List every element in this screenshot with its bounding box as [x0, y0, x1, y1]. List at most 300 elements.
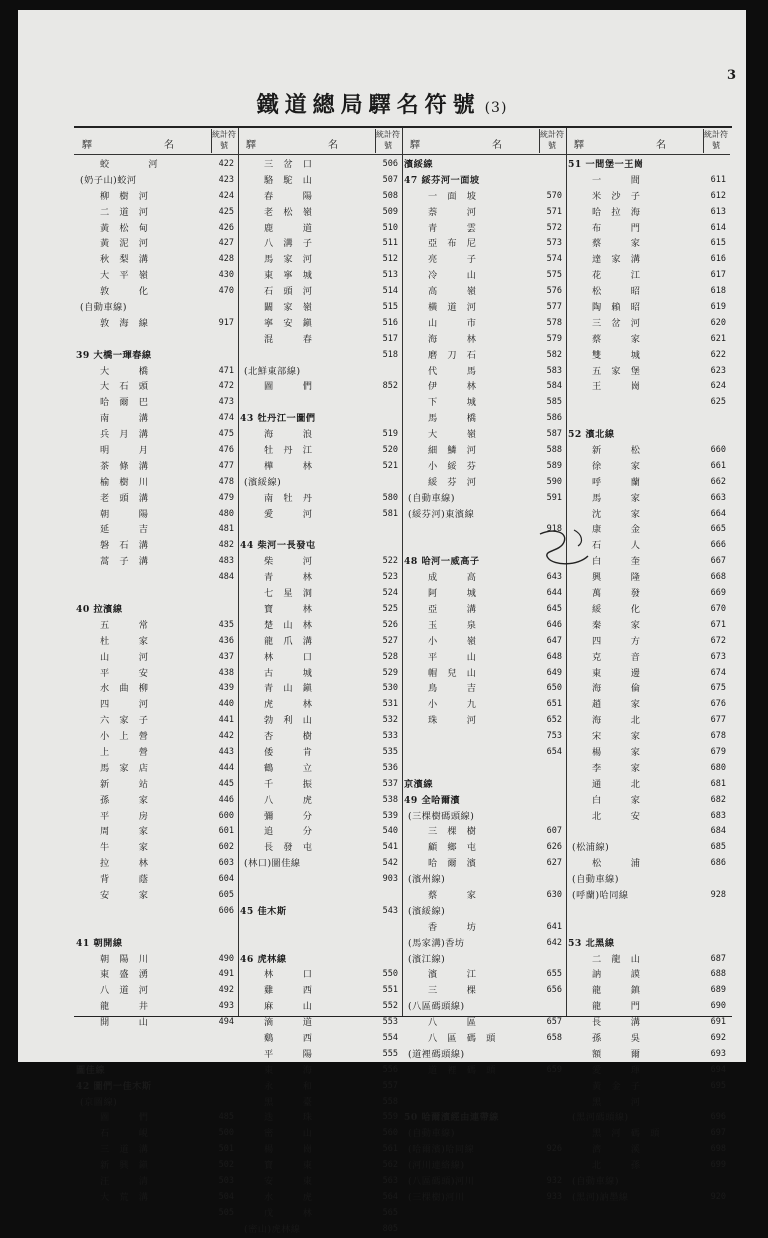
table-row — [402, 284, 566, 300]
table-row — [74, 522, 238, 538]
header-code: 統計符號 — [703, 129, 728, 153]
station-name: 八 區 — [428, 1017, 477, 1029]
table-row — [238, 761, 402, 777]
table-row — [238, 348, 402, 364]
station-name: 牡 丹 江 — [264, 445, 313, 457]
table-row — [402, 952, 566, 968]
station-code: 681 — [710, 778, 726, 789]
station-name: 混 春 — [264, 333, 313, 345]
station-name: 哈 爾 巴 — [100, 397, 149, 409]
station-code: 659 — [546, 1064, 562, 1075]
table-row — [238, 745, 402, 761]
station-code: 572 — [546, 222, 562, 233]
table-row — [566, 205, 730, 221]
station-name: (自動車線) — [572, 874, 619, 886]
station-name: (自動車線) — [80, 302, 127, 314]
table-row — [74, 173, 238, 189]
station-name: 杜 家 — [100, 635, 149, 647]
station-code: 516 — [382, 317, 398, 328]
station-code: 502 — [218, 1160, 234, 1171]
table-row — [566, 618, 730, 634]
station-code: 655 — [546, 969, 562, 980]
station-code: 617 — [710, 270, 726, 281]
column-rows — [402, 155, 566, 1206]
station-name: 秋 梨 溝 — [100, 254, 149, 266]
station-code: 440 — [218, 699, 234, 710]
station-code: 439 — [218, 683, 234, 694]
table-row — [566, 666, 730, 682]
table-row — [566, 570, 730, 586]
station-name: 圖 們 — [264, 381, 313, 393]
station-name: 新 松 — [592, 445, 641, 457]
station-code: 438 — [218, 667, 234, 678]
table-row — [402, 395, 566, 411]
station-code: 587 — [546, 429, 562, 440]
table-row — [238, 967, 402, 983]
station-name: 密 山 — [264, 1128, 313, 1140]
station-code: 503 — [218, 1176, 234, 1186]
station-name: 楚 山 林 — [264, 619, 313, 631]
station-name: 大 嶺 — [428, 429, 477, 441]
header-station: 驛 — [246, 140, 256, 151]
station-name: 成 高 — [428, 572, 477, 584]
station-name: 五 家 堡 — [592, 365, 641, 377]
table-row — [402, 427, 566, 443]
table-row — [566, 507, 730, 523]
section-heading: 48 哈河一威高子 — [404, 556, 480, 568]
table-row — [74, 1079, 238, 1095]
table-row — [566, 777, 730, 793]
station-name: 樺 林 — [264, 460, 313, 472]
station-code: 670 — [710, 603, 726, 614]
station-name: 香 坊 — [428, 921, 477, 933]
station-code: 680 — [710, 762, 726, 773]
table-row — [74, 332, 238, 348]
table-row — [402, 379, 566, 395]
table-row — [402, 364, 566, 380]
table-row — [238, 1174, 402, 1190]
table-row — [566, 332, 730, 348]
station-name: 黃 金 子 — [592, 1080, 641, 1092]
station-code: 671 — [710, 619, 726, 630]
station-name: 綏 化 — [592, 603, 641, 615]
table-row — [402, 602, 566, 618]
table-row — [566, 999, 730, 1015]
table-row — [566, 1110, 730, 1126]
station-name: 雞 西 — [264, 985, 313, 997]
station-name: 趙 家 — [592, 699, 641, 711]
station-code: 588 — [546, 445, 562, 456]
station-name: (濱江線) — [408, 953, 446, 965]
station-code: 475 — [218, 429, 234, 440]
station-name: 平 山 — [428, 651, 477, 663]
station-code: 564 — [382, 1191, 398, 1202]
header-station: 驛 — [574, 140, 584, 151]
table-row — [402, 332, 566, 348]
table-row — [238, 793, 402, 809]
table-row — [566, 983, 730, 999]
table-row — [566, 856, 730, 872]
table-row — [74, 920, 238, 936]
table-row — [74, 252, 238, 268]
table-row — [566, 1015, 730, 1031]
station-name: 訥 謨 — [592, 969, 641, 981]
station-name: 勃 利 山 — [264, 715, 313, 727]
station-code: 682 — [710, 794, 726, 805]
station-name: 黑 河 碼 頭 — [592, 1128, 660, 1140]
section-heading: 圖佳線 — [76, 1064, 106, 1076]
table-row — [238, 205, 402, 221]
station-code: 527 — [382, 635, 398, 646]
station-code: 494 — [218, 1017, 234, 1028]
station-code: 697 — [710, 1128, 726, 1139]
table-row — [402, 1110, 566, 1126]
section-heading: 44 柴河一長發屯 — [240, 540, 316, 552]
page-sheet — [18, 10, 746, 1235]
station-code: 642 — [546, 937, 562, 948]
table-row — [238, 650, 402, 666]
table-row — [402, 1063, 566, 1079]
station-name: 王 崗 — [592, 381, 641, 393]
station-name: 古 城 — [264, 667, 313, 679]
station-code: 649 — [546, 667, 562, 678]
station-code: 698 — [710, 1144, 726, 1155]
station-code: 685 — [710, 842, 726, 853]
table-row — [74, 1095, 238, 1111]
station-code: 600 — [218, 810, 234, 821]
station-code: 613 — [710, 206, 726, 217]
station-name: 達 家 溝 — [592, 254, 641, 266]
station-code: 554 — [382, 1032, 398, 1043]
table-row — [402, 840, 566, 856]
table-row — [402, 1079, 566, 1095]
table-row — [402, 1031, 566, 1047]
table-row — [238, 538, 402, 554]
table-row — [238, 1158, 402, 1174]
table-row — [238, 284, 402, 300]
table-row — [74, 268, 238, 284]
station-name: 橫 道 河 — [428, 302, 477, 314]
station-code: 513 — [382, 270, 398, 281]
station-code: 443 — [218, 746, 234, 757]
station-code: 687 — [710, 953, 726, 964]
station-code: 753 — [546, 731, 562, 742]
section-heading: 49 全哈爾濱 — [404, 794, 461, 806]
table-row — [402, 300, 566, 316]
table-row — [238, 809, 402, 825]
station-name: 呼 蘭 — [592, 476, 641, 488]
station-code: 678 — [710, 731, 726, 742]
station-name: 陶 賴 昭 — [592, 302, 641, 314]
station-code: 424 — [218, 190, 234, 201]
table-row — [566, 1047, 730, 1063]
table-row — [238, 411, 402, 427]
station-code: 662 — [710, 476, 726, 487]
station-code: 538 — [382, 794, 398, 805]
station-name: 虎 林 — [264, 699, 313, 711]
table-row — [238, 904, 402, 920]
station-name: 黃 松 甸 — [100, 222, 149, 234]
station-name: 上 營 — [100, 746, 149, 758]
table-row — [74, 1158, 238, 1174]
station-code: 675 — [710, 683, 726, 694]
station-name: 馬 家 河 — [264, 254, 313, 266]
table-row — [402, 681, 566, 697]
station-name: 道 裡 碼 頭 — [428, 1064, 496, 1076]
station-name: 蔡 家 — [428, 889, 477, 901]
station-code: 518 — [382, 349, 398, 360]
station-code: 667 — [710, 556, 726, 567]
station-code: 520 — [382, 445, 398, 456]
table-row — [402, 634, 566, 650]
table-row — [238, 1031, 402, 1047]
station-code: 557 — [382, 1080, 398, 1091]
station-name: 黑 河 — [592, 1096, 641, 1108]
station-name: 玉 泉 — [428, 619, 477, 631]
station-name: 新 站 — [100, 778, 149, 790]
station-name: 一 面 坡 — [428, 190, 477, 202]
station-name: 龍 門 — [592, 1001, 641, 1013]
table-row — [566, 761, 730, 777]
station-code: 621 — [710, 333, 726, 344]
station-code: 484 — [218, 572, 234, 583]
station-code: 652 — [546, 715, 562, 726]
table-row — [402, 729, 566, 745]
station-code: 630 — [546, 889, 562, 900]
table-row — [74, 952, 238, 968]
station-code: 575 — [546, 270, 562, 281]
table-row — [238, 268, 402, 284]
station-name: 老 松 嶺 — [264, 206, 313, 218]
station-code: 480 — [218, 508, 234, 519]
table-row — [238, 332, 402, 348]
table-row — [566, 252, 730, 268]
station-code: 686 — [710, 858, 726, 869]
station-code: 648 — [546, 651, 562, 662]
station-code: 558 — [382, 1096, 398, 1107]
station-code: 650 — [546, 683, 562, 694]
table-row — [402, 983, 566, 999]
table-row — [402, 1142, 566, 1158]
station-name: 蔡 家 — [592, 333, 641, 345]
station-code: 586 — [546, 413, 562, 424]
station-code: 576 — [546, 286, 562, 297]
station-name: 克 音 — [592, 651, 641, 663]
station-name: 水 虎 — [264, 1191, 313, 1203]
station-name: 大 橋 — [100, 365, 149, 377]
station-code: 611 — [710, 174, 726, 185]
station-code: 444 — [218, 762, 234, 773]
station-name: 李 家 — [592, 762, 641, 774]
table-row — [566, 729, 730, 745]
station-code-table — [74, 126, 732, 1235]
station-code: 616 — [710, 254, 726, 265]
station-code: 679 — [710, 746, 726, 757]
station-name: 額 爾 — [592, 1048, 641, 1060]
station-code: 624 — [710, 381, 726, 392]
station-name: 楊 家 — [592, 746, 641, 758]
station-name: 朝 陽 — [100, 508, 149, 520]
station-code: 529 — [382, 667, 398, 678]
table-row — [74, 395, 238, 411]
station-name: 石 頭 河 — [264, 286, 313, 298]
station-name: 大 石 頭 — [100, 381, 149, 393]
station-code: 435 — [218, 619, 234, 630]
station-name: 戊 林 — [264, 1207, 313, 1219]
station-name: (京圖線) — [80, 1096, 118, 1108]
station-name: (綏芬河)東濱線 — [408, 508, 475, 520]
station-code: 607 — [546, 826, 562, 837]
station-code: 660 — [710, 445, 726, 456]
station-code: 615 — [710, 238, 726, 249]
table-row — [402, 411, 566, 427]
station-name: 北 安 — [592, 810, 641, 822]
station-code: 441 — [218, 715, 234, 726]
table-row — [238, 713, 402, 729]
table-row — [402, 157, 566, 173]
station-code: 552 — [382, 1001, 398, 1012]
station-name: (三棵樹碼頭線) — [408, 810, 475, 822]
table-row — [402, 777, 566, 793]
table-row — [402, 443, 566, 459]
station-code: 579 — [546, 333, 562, 344]
station-code: 694 — [710, 1064, 726, 1075]
station-code: 645 — [546, 603, 562, 614]
station-name: (濱綏線) — [408, 905, 446, 917]
station-code: 693 — [710, 1048, 726, 1059]
station-code: 688 — [710, 969, 726, 980]
table-row — [402, 888, 566, 904]
table-row — [74, 745, 238, 761]
station-name: 八 虎 — [264, 794, 313, 806]
table-row — [402, 713, 566, 729]
table-row — [238, 1079, 402, 1095]
station-code: 551 — [382, 985, 398, 996]
table-row — [238, 729, 402, 745]
station-name: 亞 溝 — [428, 603, 477, 615]
station-name: 迭 珠 — [264, 1112, 313, 1124]
table-row — [74, 300, 238, 316]
station-name: 朝 陽 川 — [100, 953, 149, 965]
station-code: 512 — [382, 254, 398, 265]
station-code: 423 — [218, 174, 234, 185]
table-row — [402, 205, 566, 221]
table-column-3 — [402, 128, 567, 1203]
station-name: 青 林 — [264, 572, 313, 584]
station-code: 530 — [382, 683, 398, 694]
table-row — [566, 1126, 730, 1142]
table-row — [238, 522, 402, 538]
station-code: 437 — [218, 651, 234, 662]
station-code: 510 — [382, 222, 398, 233]
station-name: 安 家 — [100, 889, 149, 901]
table-row — [402, 348, 566, 364]
station-name: 小 嶺 — [428, 635, 477, 647]
station-name: 周 家 — [100, 826, 149, 838]
table-row — [402, 761, 566, 777]
station-name: 東 盛 湧 — [100, 969, 149, 981]
station-code: 428 — [218, 254, 234, 265]
station-name: 北 孫 — [592, 1160, 641, 1172]
table-row — [74, 554, 238, 570]
table-row — [238, 983, 402, 999]
station-name: 青 山 鎭 — [264, 683, 313, 695]
table-row — [238, 364, 402, 380]
station-name: (松浦線) — [572, 842, 610, 854]
table-row — [566, 713, 730, 729]
page-number: 3 — [726, 68, 736, 83]
station-name: 蔡 家 — [592, 238, 641, 250]
station-name: 蛟 河 — [100, 159, 159, 170]
table-row — [74, 1047, 238, 1063]
station-name: 孫 吳 — [592, 1032, 641, 1044]
station-name: 山 河 — [100, 651, 149, 663]
table-row — [566, 411, 730, 427]
station-code: 651 — [546, 699, 562, 710]
station-code: 684 — [710, 826, 726, 837]
table-row — [238, 888, 402, 904]
station-name: 龍 井 — [100, 1001, 149, 1013]
table-row — [566, 793, 730, 809]
station-code: 522 — [382, 556, 398, 567]
station-name: 八 溝 子 — [264, 238, 313, 250]
table-row — [238, 300, 402, 316]
table-row — [74, 1110, 238, 1126]
table-row — [566, 189, 730, 205]
station-code: 570 — [546, 190, 562, 201]
station-name: 小 上 營 — [100, 731, 149, 743]
header-code: 統計符號 — [211, 129, 236, 153]
station-code: 626 — [546, 842, 562, 853]
station-code: 422 — [218, 159, 234, 169]
station-name: 石 峴 — [100, 1128, 149, 1140]
station-name: 鳥 吉 — [428, 683, 477, 695]
table-row — [74, 538, 238, 554]
station-name: 三 岔 河 — [592, 317, 641, 329]
station-code: 690 — [710, 1001, 726, 1012]
station-name: 寶 林 — [264, 603, 313, 615]
table-row — [238, 554, 402, 570]
station-name: 榆 樹 川 — [100, 476, 149, 488]
station-name: 下 城 — [428, 397, 477, 409]
station-code: 580 — [382, 492, 398, 503]
station-code: 661 — [710, 460, 726, 471]
station-name: 雙 城 — [592, 349, 641, 361]
station-name: (呼蘭)哈同線 — [572, 889, 629, 901]
table-row — [238, 856, 402, 872]
table-row — [74, 967, 238, 983]
station-code: 852 — [382, 381, 398, 392]
station-name: 三 道 溝 — [100, 1144, 149, 1156]
station-name: 七 星 洞 — [264, 588, 313, 600]
station-code: 689 — [710, 985, 726, 996]
table-row — [238, 936, 402, 952]
station-code: 539 — [382, 810, 398, 821]
table-row — [74, 475, 238, 491]
station-name: 代 馬 — [428, 365, 477, 377]
station-name: 柴 河 — [264, 556, 313, 568]
station-code: 504 — [218, 1191, 234, 1202]
table-row — [238, 395, 402, 411]
station-code: 442 — [218, 731, 234, 742]
table-row — [566, 316, 730, 332]
station-code: 524 — [382, 588, 398, 599]
station-code: 627 — [546, 858, 562, 869]
table-row — [402, 189, 566, 205]
station-code: 643 — [546, 572, 562, 583]
station-name: 沈 家 — [592, 508, 641, 520]
table-row — [566, 379, 730, 395]
